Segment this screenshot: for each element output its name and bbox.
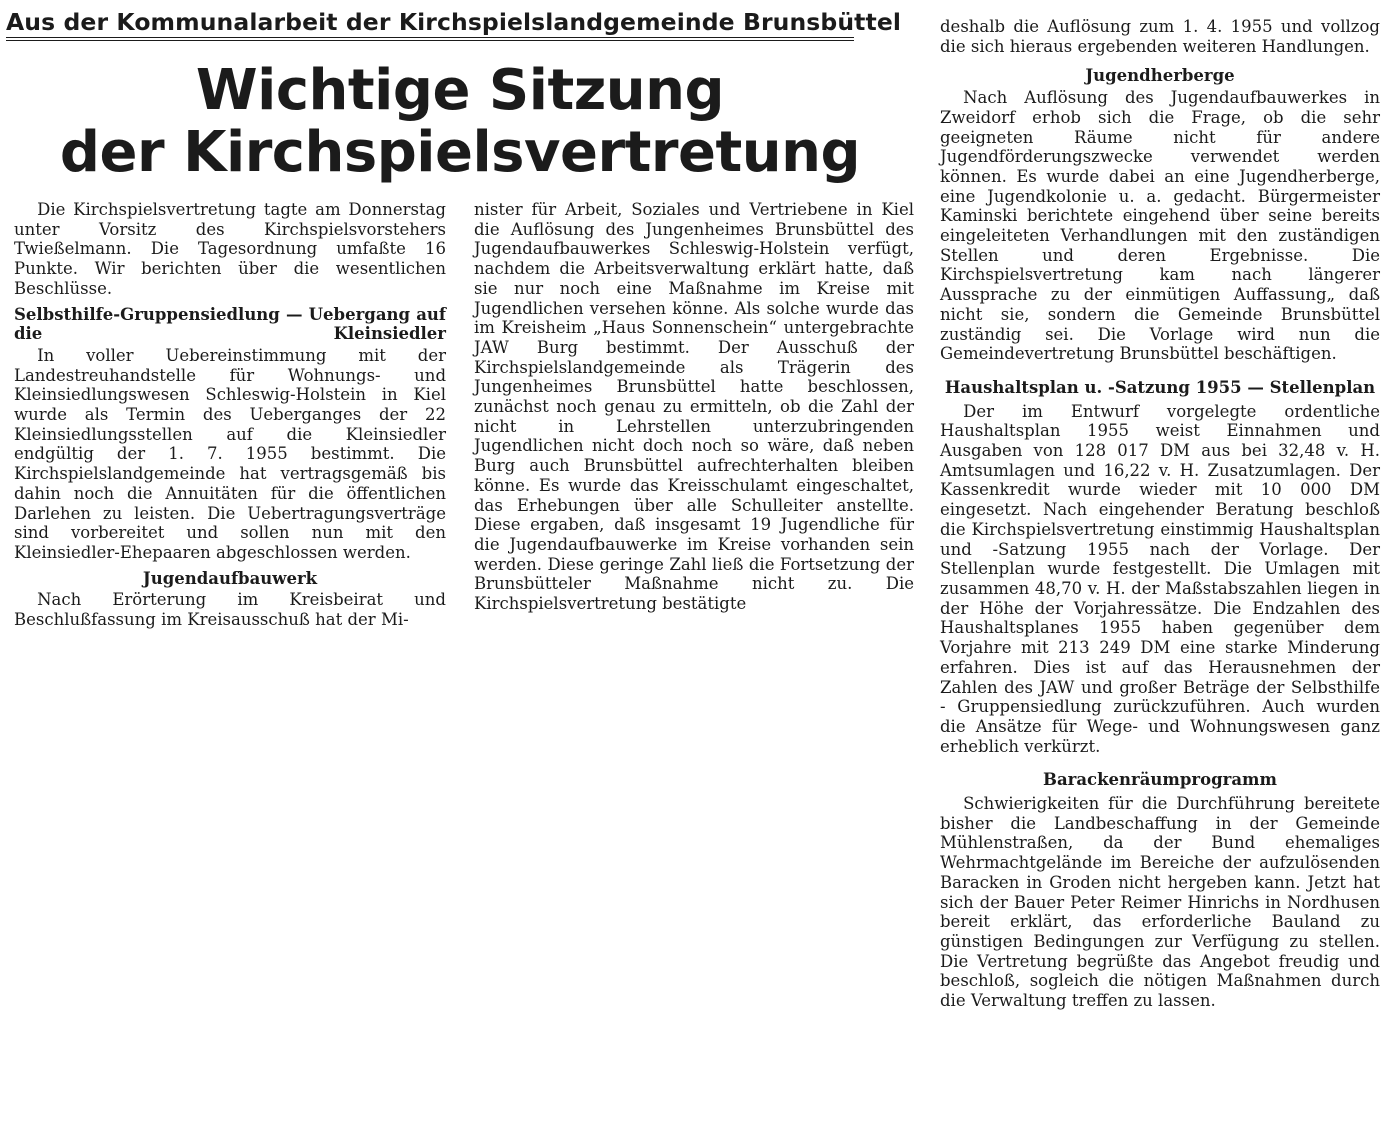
section-heading-jugendherberge: Jugendherberge: [1085, 66, 1235, 86]
headline-line-2: der Kirchspielsvertretung: [59, 120, 861, 185]
section-body-selbsthilfe: In voller Uebereinstimmung mit der Landestreuhandstelle für Wohnungs- und Kleinsiedlungswesen Schleswig-Holstein in Kiel wurde als Termin des Ueberganges der 22 Kleinsiedlungsstellen auf die Kleinsiedler endgültig der 1. 7. 1955 bestimmt. Die Kirchspielslandgemeinde hat vertragsgemäß bis dahin noch die Annuitäten für die öffentlichen Darlehen zu leisten. Die Uebertragungsverträge sind vorbereitet und sollen nun mit den Kleinsiedler-Ehepaaren abgeschlossen werden.: [14, 345, 446, 562]
article-kicker: Aus der Kommunalarbeit der Kirchspielslandgemeinde Brunsbüttel: [6, 8, 854, 41]
section-body-jugendherberge: Nach Auflösung des Jugendaufbauwerkes in Zweidorf erhob sich die Frage, ob die sehr geeigneten Räume nicht für andere Jugendförderungszwecke verwendet werden können. Es wurde dabei an eine Jugendherberge, eine Jugendkolonie u. a. gedacht. Bürgermeister Kaminski berichtete eingehend über seine bereits eingeleiteten Verhandlungen mit den zuständigen Stellen und deren Ergebnisse. Die Kirchspielsvertretung kam nach längerer Aussprache zu der einmütigen Auffassung„ daß nicht sie, sondern die Gemeinde Brunsbüttel zuständig sei. Die Vorlage wird nun die Gemeindevertretung Brunsbüttel beschäftigen.: [940, 88, 1380, 364]
section-heading-selbsthilfe: Selbsthilfe-Gruppensiedlung — Uebergang auf die Kleinsiedler: [14, 304, 446, 344]
column-2: [474, 200, 914, 614]
section-body-haushaltsplan: Der im Entwurf vorgelegte ordentliche Haushaltsplan 1955 weist Einnahmen und Ausgaben von 128 017 DM aus bei 32,48 v. H. Amtsumlagen und 16,22 v. H. Zusatzumlagen. Der Kassenkredit wurde wieder mit 10 000 DM eingesetzt. Nach eingehender Beratung beschloß die Kirchspielsvertretung einstimmig Haushaltsplan und -Satzung 1955 nach der Vorlage. Der Stellenplan wurde festgestellt. Die Umlagen mit zusammen 48,70 v. H. der Maßstabszahlen liegen in der Höhe der Vorjahressätze. Die Endzahlen des Haushaltsplanes 1955 haben gegenüber dem Vorjahre mit 213 249 DM eine starke Minderung erfahren. Dies ist auf das Herausnehmen der Zahlen des JAW und großer Beträge der Selbsthilfe - Gruppensiedlung zurückzuführen. Auch wurden die Ansätze für Wege- und Wohnungswesen ganz erheblich verkürzt.: [940, 401, 1380, 756]
article-headline: [20, 60, 900, 184]
section-body-jugendaufbauwerk-part3: deshalb die Auflösung zum 1. 4. 1955 und vollzog die sich hieraus ergebenden weiteren Handlungen.: [940, 17, 1380, 56]
section-heading-jugendaufbauwerk: Jugendaufbauwerk: [142, 568, 318, 588]
section-heading-haushaltsplan: Haushaltsplan u. -Satzung 1955 — Stellenplan: [944, 377, 1376, 397]
section-heading-barackenraeumprogramm: Barackenräumprogramm: [1043, 770, 1277, 790]
column-3: [940, 17, 1380, 1011]
section-body-jugendaufbauwerk-part2: nister für Arbeit, Soziales und Vertriebene in Kiel die Auflösung des Jungenheimes Brunsbüttel des Jugendaufbauwerkes Schleswig-Holstein verfügt, nachdem die Arbeitsverwaltung erklärt hatte, daß sie nur noch eine Maßnahme im Kreise mit Jugendlichen versehen könne. Als solche wurde das im Kreisheim „Haus Sonnenschein“ untergebrachte JAW Burg bestimmt. Der Ausschuß der Kirchspielslandgemeinde als Trägerin des Jungenheimes Brunsbüttel hatte beschlossen, zunächst noch genau zu ermitteln, ob die Zahl der nicht in Lehrstellen unterzubringenden Jugendlichen nicht doch noch so wäre, daß neben Burg auch Brunsbüttel aufrechterhalten bleiben könne. Es wurde das Kreisschulamt eingeschaltet, das Erhebungen über alle Schulleiter anstellte. Diese ergaben, daß insgesamt 19 Jugendliche für die Jugendaufbauwerke im Kreise vorhanden sein werden. Diese geringe Zahl ließ die Fortsetzung der Brunsbütteler Maßnahme nicht zu. Die Kirchspielsvertretung bestätigte: [474, 200, 914, 614]
section-body-barackenraeumprogramm: Schwierigkeiten für die Durchführung bereitete bisher die Landbeschaffung in der Gemeinde Mühlenstraßen, da der Bund ehemaliges Wehrmachtgelände im Bereiche der aufzulösenden Baracken in Groden nicht hergeben kann. Jetzt hat sich der Bauer Peter Reimer Hinrichs in Nordhusen bereit erklärt, das erforderliche Bauland zu günstigen Bedingungen zur Verfügung zu stellen. Die Vertretung begrüßte das Angebot freudig und beschloß, sogleich die nötigen Maßnahmen durch die Verwaltung treffen zu lassen.: [940, 794, 1380, 1011]
headline-line-1: Wichtige Sitzung: [195, 58, 725, 123]
column-1: [14, 200, 446, 630]
section-body-jugendaufbauwerk-part1: Nach Erörterung im Kreisbeirat und Beschlußfassung im Kreisausschuß hat der Mi-: [14, 590, 446, 630]
intro-paragraph: Die Kirchspielsvertretung tagte am Donnerstag unter Vorsitz des Kirchspielsvorstehers Twießelmann. Die Tagesordnung umfaßte 16 Punkte. Wir berichten über die wesentlichen Beschlüsse.: [14, 200, 446, 298]
